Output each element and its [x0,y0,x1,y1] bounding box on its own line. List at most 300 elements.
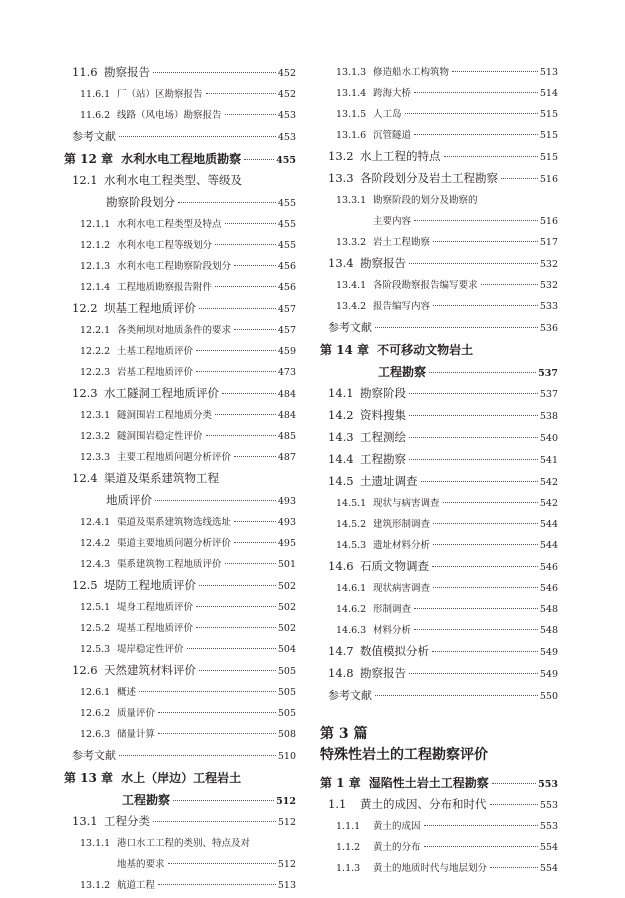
dot-leader [432,651,538,652]
toc-sub [64,514,296,535]
toc-entry-number: 1.1.2 [336,842,361,853]
toc-sub [320,495,558,516]
toc-section [64,577,296,599]
toc-entry-page: 452 [277,68,296,79]
dot-leader [492,783,536,784]
toc-entry-page: 455 [277,198,296,209]
toc-sub [320,622,558,643]
toc-sub [64,535,296,556]
toc-sub [64,322,296,343]
toc-section [320,796,558,818]
toc-entry-page: 513 [277,880,296,891]
dot-leader [199,670,276,671]
toc-entry-number: 1.1.3 [336,863,361,874]
toc-entry-title: 堤防工程地质评价 [104,578,196,592]
toc-entry-number: 第 13 章 [64,771,114,785]
dot-leader [375,695,538,696]
toc-entry-number: 12.4.2 [80,538,111,549]
dot-leader [158,733,276,734]
dot-leader [405,113,538,114]
toc-entry-title: 各类闸坝对地质条件的要求 [117,325,232,336]
toc-entry-page: 548 [539,604,558,615]
toc-sub [320,64,558,85]
toc-entry-page: 455 [277,219,296,230]
dot-leader [225,563,276,564]
toc-entry-number: 14.5.1 [336,498,367,509]
toc-sub [320,516,558,537]
dot-leader [433,544,538,545]
toc-entry-page: 473 [277,367,296,378]
toc-entry-page: 515 [539,109,558,120]
toc-entry-number: 13.1.1 [80,838,111,849]
toc-entry-page: 505 [277,666,296,677]
toc-entry-page: 501 [277,559,296,570]
toc-entry-page: 453 [277,110,296,121]
toc-entry-number: 11.6.2 [80,110,111,121]
toc-entry-page: 502 [277,623,296,634]
toc-section [320,665,558,687]
toc-entry-number: 13.2 [328,149,354,163]
toc-ref [64,747,296,769]
dot-leader [153,72,276,73]
toc-entry-title: 勘察阶段 [360,386,406,400]
toc-ref [64,128,296,150]
toc-entry-number: 14.5.3 [336,540,367,551]
toc-entry-page: 512 [276,796,296,807]
dot-leader [234,329,276,330]
toc-entry-page: 542 [539,477,558,488]
toc-entry-page: 456 [277,282,296,293]
toc-entry-page: 493 [277,496,296,507]
dot-leader [225,114,276,115]
toc-entry-title: 堤岸稳定性评价 [117,644,184,655]
toc-entry-number: 14.6.3 [336,625,367,636]
dot-leader [409,459,538,460]
toc-entry-number: 13.3 [328,171,354,185]
toc-sub [320,601,558,622]
dot-leader [443,502,538,503]
toc-entry-title: 工程勘察 [360,452,406,466]
toc-entry-page: 544 [539,519,558,530]
toc-section [320,643,558,665]
dot-leader [178,202,276,203]
toc-sub [64,258,296,279]
dot-leader [168,863,276,864]
toc-entry-number: 12.1.1 [80,219,111,230]
toc-sub [320,127,558,148]
toc-entry-page: 513 [539,67,558,78]
toc-section [64,64,296,86]
toc-entry-title: 参考文献 [328,689,372,702]
toc-entry-title: 质量评价 [117,708,156,719]
toc-entry-title: 概述 [117,687,137,698]
toc-entry-title: 储量计算 [117,729,156,740]
toc-entry-number: 13.1.3 [336,67,367,78]
toc-entry-number: 13.4.1 [336,280,367,291]
dot-leader [409,673,538,674]
toc-sub [64,620,296,641]
dot-leader [421,481,538,482]
toc-entry-title: 工程地质勘察报告附件 [117,282,213,293]
toc-entry-title: 水上（岸边）工程岩土 [121,771,242,785]
dot-leader [490,867,538,868]
toc-sub [64,86,296,107]
dot-leader [215,286,276,287]
toc-entry-title: 资料搜集 [360,408,406,422]
toc-entry-number: 12.6.3 [80,729,111,740]
toc-entry-title: 跨海大桥 [373,88,412,99]
toc-entry-title: 勘察报告 [104,65,150,79]
dot-leader [206,435,276,436]
dot-leader [206,93,276,94]
toc-entry-title: 工程测绘 [360,430,406,444]
toc-entry-page: 553 [539,821,558,832]
toc-section [320,255,558,277]
toc-chapter-cont [320,363,558,385]
toc-entry-title: 厂（站）区勘察报告 [117,89,203,100]
toc-sub [64,877,296,898]
toc-chapter [320,341,558,363]
toc-entry-page: 537 [539,389,558,400]
toc-entry-title: 勘察报告 [360,666,406,680]
toc-entry-title: 工程分类 [104,814,150,828]
toc-entry-title: 港口水工工程的类别、特点及对 [117,838,251,849]
toc-entry-title: 水利水电工程等级划分 [117,240,213,251]
toc-entry-page: 533 [539,301,558,312]
toc-entry-page: 549 [539,647,558,658]
toc-sub [64,279,296,300]
toc-entry-page: 532 [539,259,558,270]
toc-entry-page: 484 [277,410,296,421]
toc-entry-number: 12.1.2 [80,240,111,251]
toc-entry-page: 516 [539,174,558,185]
toc-entry-title: 黄土的地质时代与地层划分 [373,863,488,874]
toc-entry-title: 地基的要求 [117,859,165,870]
toc-entry-title: 黄土的成因 [373,821,421,832]
toc-entry-page: 505 [277,708,296,719]
toc-entry-number: 14.1 [328,386,354,400]
toc-entry-title: 岩基工程地质评价 [117,367,194,378]
toc-entry-page: 459 [277,346,296,357]
toc-entry-title: 岩土工程勘察 [373,237,431,248]
toc-entry-title: 渠道及渠系建筑物选线选址 [117,517,232,528]
dot-leader [433,523,538,524]
dot-leader [234,456,276,457]
toc-sub [320,234,558,255]
toc-entry-title: 现状与病害调查 [373,498,440,509]
toc-entry-title: 主要内容 [373,216,412,227]
toc-entry-number: 13.1 [72,814,98,828]
toc-section [320,170,558,192]
toc-entry-page: 541 [539,455,558,466]
toc-entry-number: 14.2 [328,408,354,422]
toc-sub [320,860,558,881]
toc-entry-number: 12.5 [72,578,98,592]
dot-leader [409,263,538,264]
toc-chapter [64,150,296,172]
dot-leader [222,393,276,394]
toc-entry-title: 水利水电工程类型及特点 [117,219,222,230]
toc-entry-title: 水上工程的特点 [360,149,441,163]
toc-section [320,148,558,170]
toc-section [64,300,296,322]
toc-entry-number: 12.6.1 [80,687,111,698]
toc-section-cont [64,492,296,514]
toc-entry-number: 12.3.2 [80,431,111,442]
toc-entry-page: 553 [538,779,558,790]
toc-entry-page: 553 [539,800,558,811]
toc-entry-number: 12.4.3 [80,559,111,570]
toc-entry-number: 第 1 章 [320,776,361,790]
toc-section [64,385,296,407]
dot-leader [119,136,276,137]
dot-leader [414,134,538,135]
toc-entry-number: 12.5.3 [80,644,111,655]
toc-section [64,813,296,835]
toc-sub [320,85,558,106]
toc-entry-title: 隧洞围岩稳定性评价 [117,431,203,442]
toc-entry-title: 黄土的分布 [373,842,421,853]
toc-entry-number: 12.5.1 [80,602,111,613]
toc-entry-number: 14.6.2 [336,604,367,615]
toc-entry-page: 502 [277,602,296,613]
toc-entry-title: 勘察报告 [360,256,406,270]
toc-entry-page: 508 [277,729,296,740]
toc-sub [320,818,558,839]
toc-entry-page: 546 [539,583,558,594]
toc-section [320,473,558,495]
toc-entry-page: 455 [276,155,296,166]
toc-chapter-cont [64,791,296,813]
toc-entry-number: 13.1.2 [80,880,111,891]
toc-sub [64,237,296,258]
toc-entry-title: 遗址材料分析 [373,540,431,551]
toc-sub [64,705,296,726]
toc-entry-title: 各阶段勘察报告编写要求 [373,280,478,291]
toc-entry-page: 546 [539,562,558,573]
toc-entry-title: 黄土的成因、分布和时代 [360,797,487,811]
toc-entry-title: 参考文献 [328,321,372,334]
dot-leader [153,821,276,822]
toc-entry-page: 487 [277,452,296,463]
dot-leader [196,350,276,351]
toc-entry-number: 11.6 [72,65,98,79]
toc-sub [64,599,296,620]
toc-ref [320,687,558,709]
toc-entry-number: 12.5.2 [80,623,111,634]
toc-entry-page: 495 [277,538,296,549]
toc-entry-number: 12.1.4 [80,282,111,293]
toc-sub [320,537,558,558]
dot-leader [414,629,538,630]
dot-leader [196,371,276,372]
toc-sub [64,835,296,856]
toc-entry-title: 堤基工程地质评价 [117,623,194,634]
toc-entry-page: 554 [539,842,558,853]
toc-entry-page: 515 [539,152,558,163]
dot-leader [173,800,274,801]
toc-entry-title: 材料分析 [373,625,412,636]
toc-sub [64,428,296,449]
dot-leader [199,585,276,586]
dot-leader [432,566,538,567]
toc-entry-title: 坝基工程地质评价 [104,301,196,315]
toc-sub [320,839,558,860]
toc-entry-page: 554 [539,863,558,874]
toc-entry-page: 537 [538,368,558,379]
toc-entry-page: 517 [539,237,558,248]
dot-leader [429,372,536,373]
toc-entry-number: 1.1 [328,797,347,811]
toc-entry-title: 水工隧洞工程地质评价 [104,386,219,400]
toc-entry-page: 512 [277,859,296,870]
toc-entry-title: 报告编写内容 [373,301,431,312]
toc-entry-title: 航道工程 [117,880,156,891]
toc-section-cont [64,194,296,216]
toc-entry-title: 建筑形制调查 [373,519,431,530]
toc-entry-page: 548 [539,625,558,636]
toc-entry-number: 12.2.3 [80,367,111,378]
toc-entry-title: 人工岛 [373,109,402,120]
toc-entry-title: 堤身工程地质评价 [117,602,194,613]
toc-section [320,407,558,429]
toc-entry-number: 14.5 [328,474,354,488]
toc-entry-number: 12.6.2 [80,708,111,719]
dot-leader [215,244,276,245]
toc-sub [64,343,296,364]
toc-entry-title: 主要工程地质问题分析评价 [117,452,232,463]
dot-leader [119,755,276,756]
toc-sub [64,449,296,470]
toc-entry-page: 515 [539,130,558,141]
toc-entry-number: 12.2 [72,301,98,315]
toc-entry-page: 484 [277,389,296,400]
dot-leader [199,308,276,309]
toc-chapter [320,774,558,796]
toc-section [320,451,558,473]
toc-entry-number: 14.4 [328,452,354,466]
toc-entry-number: 13.4 [328,256,354,270]
toc-entry-number: 12.2.1 [80,325,111,336]
dot-leader [452,71,538,72]
toc-entry-number: 14.6.1 [336,583,367,594]
toc-entry-page: 457 [277,304,296,315]
toc-entry-title: 土遗址调查 [360,474,418,488]
dot-leader [414,608,538,609]
toc-entry-page: 455 [277,240,296,251]
dot-leader [433,587,538,588]
toc-entry-number: 第 14 章 [320,343,370,357]
toc-entry-page: 540 [539,433,558,444]
toc-entry-title: 修造船水工构筑物 [373,67,450,78]
toc-entry-page: 452 [277,89,296,100]
dot-leader [433,305,538,306]
dot-leader [375,327,538,328]
dot-leader [196,606,276,607]
toc-entry-page: 549 [539,669,558,680]
dot-leader [234,542,276,543]
toc-entry-page: 542 [539,498,558,509]
toc-entry-page: 512 [277,817,296,828]
dot-leader [187,648,276,649]
toc-left-column [64,64,296,898]
toc-entry-title: 渠道及渠系建筑物工程 [104,471,219,485]
toc-section [64,662,296,684]
toc-entry-page: 514 [539,88,558,99]
toc-entry-title: 渠道主要地质问题分析评价 [117,538,232,549]
dot-leader [155,500,276,501]
toc-entry-page: 538 [539,411,558,422]
dot-leader [414,92,538,93]
toc-entry-number: 14.3 [328,430,354,444]
dot-leader [234,521,276,522]
dot-leader [244,159,274,160]
dot-leader [409,437,538,438]
toc-entry-title: 勘察阶段的划分及勘察的 [373,195,478,206]
toc-entry-page: 505 [277,687,296,698]
toc-sub-cont [320,213,558,234]
toc-entry-number: 第 12 章 [64,152,114,166]
part-heading: 特殊性岩土的工程勘察评价 [320,747,488,763]
toc-sub [64,641,296,662]
toc-entry-number: 13.1.4 [336,88,367,99]
toc-entry-page: 485 [277,431,296,442]
toc-entry-title: 数值模拟分析 [360,644,429,658]
toc-entry-page: 456 [277,261,296,272]
toc-chapter [64,769,296,791]
dot-leader [215,414,276,415]
dot-leader [409,393,538,394]
toc-section [64,172,296,194]
toc-entry-number: 13.4.2 [336,301,367,312]
dot-leader [501,178,538,179]
toc-section [320,385,558,407]
dot-leader [424,825,538,826]
toc-entry-number: 13.3.2 [336,237,367,248]
toc-entry-title: 隧洞围岩工程地质分类 [117,410,213,421]
toc-entry-title: 工程勘察 [378,365,427,379]
toc-entry-page: 532 [539,280,558,291]
toc-entry-page: 493 [277,517,296,528]
toc-section [320,429,558,451]
toc-entry-number: 12.1 [72,173,98,187]
toc-entry-title: 工程勘察 [122,793,171,807]
dot-leader [444,156,538,157]
toc-entry-page: 516 [539,216,558,227]
toc-entry-number: 14.8 [328,666,354,680]
toc-entry-number: 13.1.5 [336,109,367,120]
toc-entry-title: 水利水电工程类型、等级及 [104,173,242,187]
toc-entry-page: 550 [539,691,558,702]
toc-entry-number: 12.3.3 [80,452,111,463]
toc-entry-title: 天然建筑材料评价 [104,663,196,677]
toc-entry-number: 12.4 [72,471,98,485]
toc-sub [64,556,296,577]
dot-leader [490,804,538,805]
toc-sub [64,364,296,385]
dot-leader [225,223,276,224]
toc-sub [320,298,558,319]
toc-entry-number: 14.7 [328,644,354,658]
toc-entry-title: 形制调查 [373,604,412,615]
toc-entry-title: 水利水电工程地质勘察 [121,152,242,166]
toc-entry-title: 参考文献 [72,749,116,762]
dot-leader [139,691,276,692]
toc-entry-number: 12.3 [72,386,98,400]
toc-entry-number: 11.6.1 [80,89,111,100]
toc-sub [64,726,296,747]
toc-entry-title: 沉管隧道 [373,130,412,141]
